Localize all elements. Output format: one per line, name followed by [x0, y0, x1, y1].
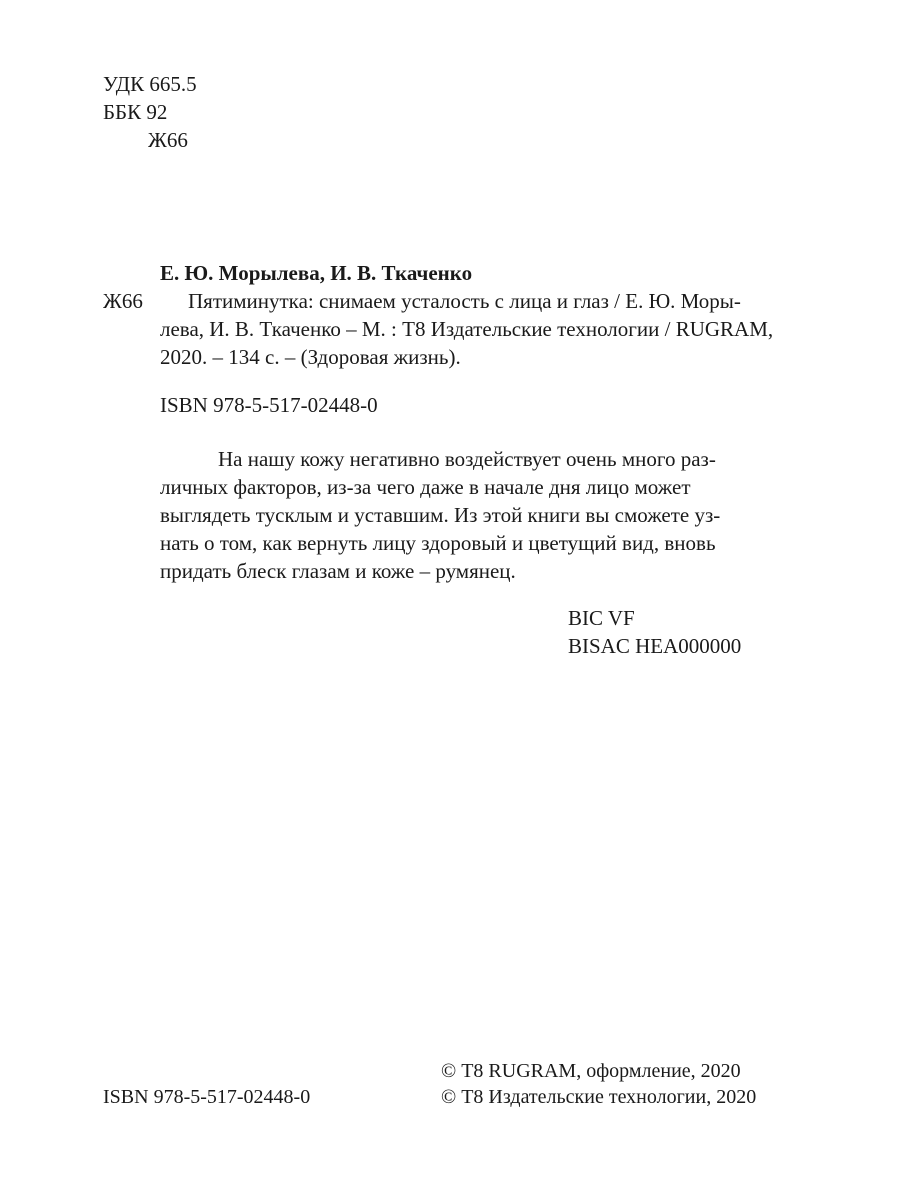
annotation-line: На нашу кожу негативно воздействует очень много раз-	[218, 447, 716, 471]
bic-code: BIC VF	[568, 606, 635, 630]
author-sign-top: Ж66	[148, 128, 188, 152]
udk-code: УДК 665.5	[103, 72, 197, 96]
annotation-line: придать блеск глазам и коже – румянец.	[160, 559, 516, 583]
annotation-line: выглядеть тусклым и уставшим. Из этой книги вы сможете уз-	[160, 503, 721, 527]
bibliographic-line: Пятиминутка: снимаем усталость с лица и глаз / Е. Ю. Моры-	[188, 289, 741, 313]
isbn-entry: ISBN 978-5-517-02448-0	[160, 393, 378, 417]
bibliographic-line: 2020. – 134 с. – (Здоровая жизнь).	[160, 345, 461, 369]
footer-isbn: ISBN 978-5-517-02448-0	[103, 1086, 311, 1108]
copyright-design: © Т8 RUGRAM, оформление, 2020	[441, 1060, 741, 1082]
authors-heading: Е. Ю. Морылева, И. В. Ткаченко	[160, 261, 473, 285]
copyright-publisher: © Т8 Издательские технологии, 2020	[441, 1086, 757, 1108]
annotation-line: личных факторов, из-за чего даже в начале дня лицо может	[160, 475, 691, 499]
author-sign-entry: Ж66	[103, 289, 143, 313]
bbk-code: ББК 92	[103, 100, 168, 124]
annotation-line: нать о том, как вернуть лицу здоровый и цветущий вид, вновь	[160, 531, 716, 555]
bibliographic-line: лева, И. В. Ткаченко – М. : Т8 Издательские технологии / RUGRAM,	[160, 317, 774, 341]
bisac-code: BISAC HEA000000	[568, 634, 742, 658]
